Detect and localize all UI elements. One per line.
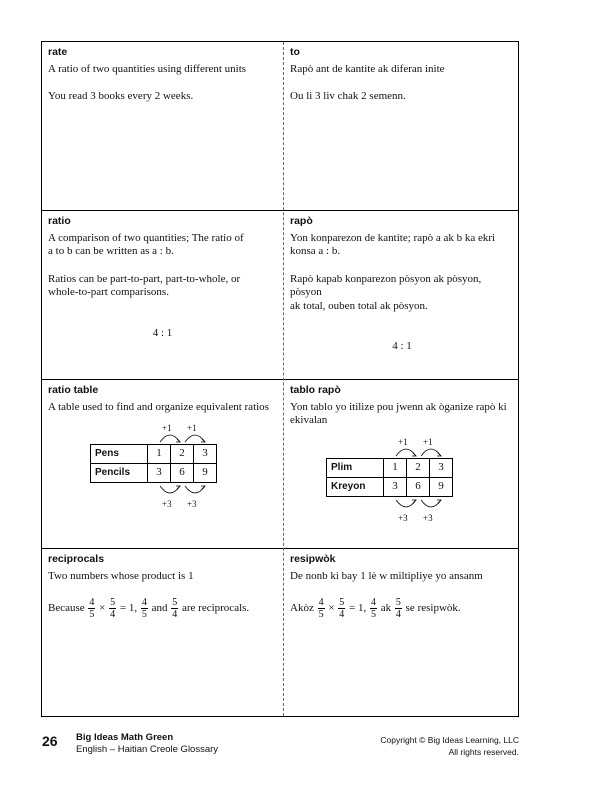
example [290,273,514,314]
ratio-example: 4 : 1 [392,340,412,352]
ratio-table-figure [326,434,476,534]
glossary-row-reciprocals [42,549,518,718]
definition-text: A comparison of two quantities; The ratio of [48,231,244,244]
fraction: $\frac{5}{4}$ [339,597,345,620]
glossary-row-ratio-table [42,380,518,549]
term-title: to [290,46,300,58]
and-text: and [151,602,168,615]
fraction: $\frac{4}{5}$ [89,597,95,620]
table-row [91,464,217,483]
table-cell: 1 [148,445,171,464]
definition-text: a to b can be written as a : b. [48,245,174,257]
fraction: $\frac{5}{4}$ [172,597,178,620]
fraction: $\frac{5}{4}$ [395,597,401,620]
table-cell: 9 [194,464,217,483]
term-title: rapò [290,215,313,227]
times-sign: × [328,602,335,615]
page-number: 26 [42,733,58,749]
definition-line [48,232,277,259]
ratio-example: 4 : 1 [152,326,173,339]
entry-english [42,549,283,718]
table-cell: 3 [148,464,171,483]
row-header: Plim [327,459,384,478]
ratio-table [326,458,453,497]
definition-text: Yon konparezon de kantite; rapò a ak b ka ekri [290,231,496,244]
entry-creole [284,211,520,379]
entry-english [42,42,283,210]
definition-line [290,232,514,259]
table-cell: 9 [430,478,453,497]
term-title: ratio table [48,384,99,396]
definition-text: Yon tablo yo itilize pou jwenn ak òganize rapò ki [290,400,507,413]
fraction: $\frac{4}{5}$ [141,597,147,620]
arrow-label: +1 [162,423,172,433]
column-divider [283,42,284,716]
reciprocal-example [48,597,277,620]
example-text: whole-to-part comparisons. [48,286,169,298]
definition: Two numbers whose product is 1 [48,569,194,582]
definition: A table used to find and organize equivalent ratios [48,400,269,413]
book-title: Big Ideas Math Green [76,732,174,743]
copyright-text: Copyright © Big Ideas Learning, LLC [380,735,519,745]
term-title: ratio [48,215,71,227]
table-cell: 2 [171,445,194,464]
example [48,273,277,300]
entry-english [42,380,283,548]
copyright [380,734,519,758]
arrow-label: +3 [398,513,408,523]
entry-english [42,211,283,379]
glossary-row-rate [42,42,518,211]
row-header: Kreyon [327,478,384,497]
ratio-table [90,444,217,483]
arrow-label: +3 [423,513,433,523]
arrow-label: +3 [187,499,197,509]
fraction: $\frac{4}{5}$ [371,597,377,620]
glossary-grid [41,41,519,717]
times-sign: × [99,602,106,615]
row-header: Pens [91,445,148,464]
arrow-label: +1 [423,437,433,447]
and-text: ak [380,602,392,615]
entry-creole [284,380,520,548]
entry-creole [284,549,520,718]
example: You read 3 books every 2 weeks. [48,90,194,102]
table-cell: 3 [194,445,217,464]
example-text: Rapò kapab konparezon pòsyon ak pòsyon, pòsyon [290,272,482,298]
fraction: $\frac{4}{5}$ [318,597,324,620]
example-text: Akòz [290,602,314,615]
definition-line [290,401,514,428]
example: Ou li 3 liv chak 2 semenn. [290,90,406,102]
table-cell: 6 [407,478,430,497]
example-text: are reciprocals. [181,602,250,615]
entry-creole [284,42,520,210]
table-cell: 6 [171,464,194,483]
example-text: ak total, ouben total ak pòsyon. [290,299,428,312]
glossary-name: English – Haitian Creole Glossary [76,744,219,755]
rights-text: All rights reserved. [448,747,519,757]
fraction: $\frac{5}{4}$ [110,597,116,620]
table-cell: 3 [384,478,407,497]
arrow-label: +1 [187,423,197,433]
table-cell: 1 [384,459,407,478]
term-title: reciprocals [48,553,105,565]
equals-text: = 1, [349,602,367,615]
equals-text: = 1, [119,602,138,615]
example-text: Because [48,602,85,615]
ratio-table-figure [90,420,240,520]
table-row [327,478,453,497]
definition: Rapò ant de kantite ak diferan inite [290,62,445,75]
table-row [327,459,453,478]
example-text: se resipwòk. [405,602,461,615]
reciprocal-example [290,597,514,620]
term-title: resipwòk [290,553,336,565]
table-cell: 3 [430,459,453,478]
table-row [91,445,217,464]
arrow-label: +1 [398,437,408,447]
term-title: tablo rapò [290,384,341,396]
example-text: Ratios can be part-to-part, part-to-whole, or [48,272,241,285]
term-title: rate [48,46,68,58]
book-info [76,732,218,756]
arrow-label: +3 [162,499,172,509]
definition: De nonb ki bay 1 lè w miltipliye yo ansanm [290,569,483,582]
table-cell: 2 [407,459,430,478]
glossary-row-ratio [42,211,518,380]
row-header: Pencils [91,464,148,483]
definition: A ratio of two quantities using different units [48,62,247,75]
definition-text: konsa a : b. [290,245,341,257]
definition-text: ekivalan [290,414,328,426]
